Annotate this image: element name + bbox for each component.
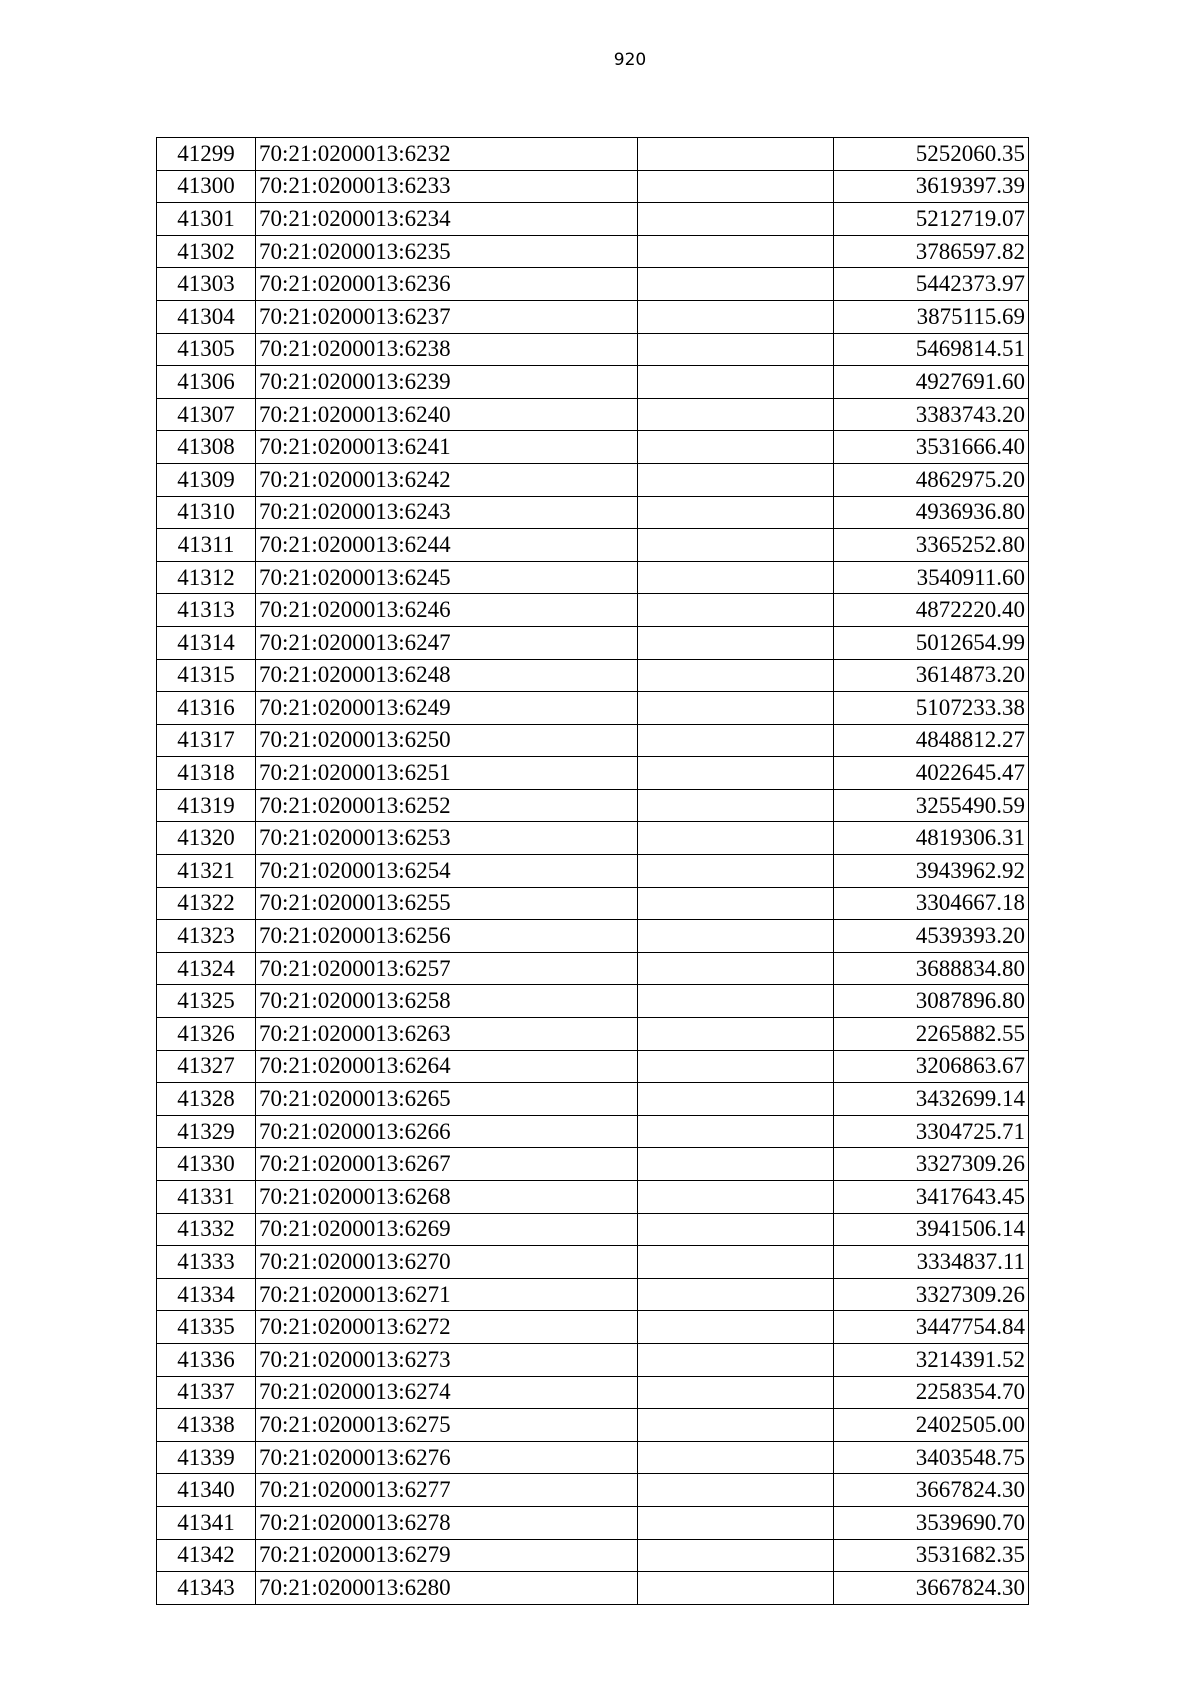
table-row <box>157 1539 1029 1572</box>
table-row <box>157 1474 1029 1507</box>
value-cell: 3943962.92 <box>833 855 1029 888</box>
row-number-cell: 41322 <box>157 887 256 920</box>
empty-cell <box>638 203 834 236</box>
cadastral-number-cell: 70:21:0200013:6247 <box>256 626 638 659</box>
value-cell: 4936936.80 <box>833 496 1029 529</box>
table-row <box>157 398 1029 431</box>
empty-cell <box>638 985 834 1018</box>
table-row <box>157 138 1029 171</box>
cadastral-number-cell: 70:21:0200013:6233 <box>256 170 638 203</box>
value-cell: 4927691.60 <box>833 366 1029 399</box>
cadastral-number-cell: 70:21:0200013:6264 <box>256 1050 638 1083</box>
empty-cell <box>638 1572 834 1605</box>
value-cell: 3383743.20 <box>833 398 1029 431</box>
row-number-cell: 41343 <box>157 1572 256 1605</box>
cadastral-number-cell: 70:21:0200013:6271 <box>256 1278 638 1311</box>
table-row <box>157 203 1029 236</box>
empty-cell <box>638 822 834 855</box>
empty-cell <box>638 1018 834 1051</box>
empty-cell <box>638 366 834 399</box>
cadastral-number-cell: 70:21:0200013:6268 <box>256 1181 638 1214</box>
row-number-cell: 41342 <box>157 1539 256 1572</box>
empty-cell <box>638 431 834 464</box>
cadastral-number-cell: 70:21:0200013:6266 <box>256 1115 638 1148</box>
row-number-cell: 41303 <box>157 268 256 301</box>
value-cell: 3540911.60 <box>833 561 1029 594</box>
cadastral-number-cell: 70:21:0200013:6276 <box>256 1441 638 1474</box>
row-number-cell: 41315 <box>157 659 256 692</box>
table-row <box>157 855 1029 888</box>
empty-cell <box>638 1213 834 1246</box>
cadastral-number-cell: 70:21:0200013:6256 <box>256 920 638 953</box>
empty-cell <box>638 268 834 301</box>
empty-cell <box>638 952 834 985</box>
table-row <box>157 920 1029 953</box>
value-cell: 3667824.30 <box>833 1474 1029 1507</box>
cadastral-number-cell: 70:21:0200013:6270 <box>256 1246 638 1279</box>
table-row <box>157 1506 1029 1539</box>
row-number-cell: 41313 <box>157 594 256 627</box>
value-cell: 3539690.70 <box>833 1506 1029 1539</box>
empty-cell <box>638 398 834 431</box>
empty-cell <box>638 692 834 725</box>
cadastral-number-cell: 70:21:0200013:6252 <box>256 789 638 822</box>
table-row <box>157 822 1029 855</box>
value-cell: 3531666.40 <box>833 431 1029 464</box>
cadastral-number-cell: 70:21:0200013:6258 <box>256 985 638 1018</box>
empty-cell <box>638 1539 834 1572</box>
value-cell: 3365252.80 <box>833 529 1029 562</box>
row-number-cell: 41327 <box>157 1050 256 1083</box>
empty-cell <box>638 1083 834 1116</box>
cadastral-number-cell: 70:21:0200013:6234 <box>256 203 638 236</box>
table-row <box>157 1278 1029 1311</box>
row-number-cell: 41336 <box>157 1343 256 1376</box>
empty-cell <box>638 789 834 822</box>
empty-cell <box>638 170 834 203</box>
cadastral-number-cell: 70:21:0200013:6239 <box>256 366 638 399</box>
row-number-cell: 41300 <box>157 170 256 203</box>
table-row <box>157 1572 1029 1605</box>
value-cell: 4022645.47 <box>833 757 1029 790</box>
table-row <box>157 952 1029 985</box>
row-number-cell: 41306 <box>157 366 256 399</box>
row-number-cell: 41331 <box>157 1181 256 1214</box>
cadastral-number-cell: 70:21:0200013:6250 <box>256 724 638 757</box>
value-cell: 3327309.26 <box>833 1148 1029 1181</box>
table-row <box>157 1050 1029 1083</box>
cadastral-number-cell: 70:21:0200013:6269 <box>256 1213 638 1246</box>
table-row <box>157 757 1029 790</box>
table-row <box>157 659 1029 692</box>
table-row <box>157 268 1029 301</box>
table-row <box>157 300 1029 333</box>
page-number: 920 <box>613 50 647 70</box>
row-number-cell: 41302 <box>157 235 256 268</box>
row-number-cell: 41333 <box>157 1246 256 1279</box>
cadastral-number-cell: 70:21:0200013:6235 <box>256 235 638 268</box>
cadastral-number-cell: 70:21:0200013:6255 <box>256 887 638 920</box>
empty-cell <box>638 1343 834 1376</box>
empty-cell <box>638 887 834 920</box>
table-row <box>157 431 1029 464</box>
value-cell: 3087896.80 <box>833 985 1029 1018</box>
cadastral-number-cell: 70:21:0200013:6274 <box>256 1376 638 1409</box>
cadastral-number-cell: 70:21:0200013:6277 <box>256 1474 638 1507</box>
value-cell: 3304667.18 <box>833 887 1029 920</box>
empty-cell <box>638 138 834 171</box>
empty-cell <box>638 1115 834 1148</box>
empty-cell <box>638 300 834 333</box>
value-cell: 2258354.70 <box>833 1376 1029 1409</box>
empty-cell <box>638 626 834 659</box>
row-number-cell: 41312 <box>157 561 256 594</box>
row-number-cell: 41320 <box>157 822 256 855</box>
row-number-cell: 41310 <box>157 496 256 529</box>
empty-cell <box>638 724 834 757</box>
empty-cell <box>638 1474 834 1507</box>
empty-cell <box>638 1050 834 1083</box>
empty-cell <box>638 333 834 366</box>
value-cell: 3432699.14 <box>833 1083 1029 1116</box>
value-cell: 3334837.11 <box>833 1246 1029 1279</box>
empty-cell <box>638 235 834 268</box>
value-cell: 3206863.67 <box>833 1050 1029 1083</box>
table-row <box>157 170 1029 203</box>
row-number-cell: 41329 <box>157 1115 256 1148</box>
empty-cell <box>638 1246 834 1279</box>
value-cell: 4539393.20 <box>833 920 1029 953</box>
value-cell: 3614873.20 <box>833 659 1029 692</box>
table-row <box>157 1343 1029 1376</box>
value-cell: 2402505.00 <box>833 1409 1029 1442</box>
value-cell: 3304725.71 <box>833 1115 1029 1148</box>
table-row <box>157 1311 1029 1344</box>
table-row <box>157 333 1029 366</box>
value-cell: 3327309.26 <box>833 1278 1029 1311</box>
table-row <box>157 724 1029 757</box>
empty-cell <box>638 1311 834 1344</box>
row-number-cell: 41308 <box>157 431 256 464</box>
table-row <box>157 626 1029 659</box>
table-row <box>157 235 1029 268</box>
value-cell: 4819306.31 <box>833 822 1029 855</box>
empty-cell <box>638 594 834 627</box>
value-cell: 3941506.14 <box>833 1213 1029 1246</box>
row-number-cell: 41307 <box>157 398 256 431</box>
cadastral-number-cell: 70:21:0200013:6279 <box>256 1539 638 1572</box>
empty-cell <box>638 1506 834 1539</box>
value-cell: 5107233.38 <box>833 692 1029 725</box>
cadastral-number-cell: 70:21:0200013:6263 <box>256 1018 638 1051</box>
row-number-cell: 41318 <box>157 757 256 790</box>
data-table <box>156 137 1029 1605</box>
row-number-cell: 41341 <box>157 1506 256 1539</box>
empty-cell <box>638 757 834 790</box>
row-number-cell: 41335 <box>157 1311 256 1344</box>
cadastral-number-cell: 70:21:0200013:6257 <box>256 952 638 985</box>
cadastral-number-cell: 70:21:0200013:6245 <box>256 561 638 594</box>
row-number-cell: 41321 <box>157 855 256 888</box>
cadastral-number-cell: 70:21:0200013:6254 <box>256 855 638 888</box>
table-row <box>157 985 1029 1018</box>
cadastral-number-cell: 70:21:0200013:6267 <box>256 1148 638 1181</box>
value-cell: 3786597.82 <box>833 235 1029 268</box>
row-number-cell: 41301 <box>157 203 256 236</box>
value-cell: 3619397.39 <box>833 170 1029 203</box>
cadastral-number-cell: 70:21:0200013:6278 <box>256 1506 638 1539</box>
table-row <box>157 496 1029 529</box>
row-number-cell: 41326 <box>157 1018 256 1051</box>
value-cell: 3688834.80 <box>833 952 1029 985</box>
cadastral-number-cell: 70:21:0200013:6242 <box>256 463 638 496</box>
cadastral-number-cell: 70:21:0200013:6272 <box>256 1311 638 1344</box>
value-cell: 3417643.45 <box>833 1181 1029 1214</box>
table-row <box>157 1409 1029 1442</box>
row-number-cell: 41330 <box>157 1148 256 1181</box>
empty-cell <box>638 496 834 529</box>
table-row <box>157 1376 1029 1409</box>
row-number-cell: 41337 <box>157 1376 256 1409</box>
cadastral-number-cell: 70:21:0200013:6280 <box>256 1572 638 1605</box>
value-cell: 5469814.51 <box>833 333 1029 366</box>
row-number-cell: 41304 <box>157 300 256 333</box>
table-row <box>157 529 1029 562</box>
value-cell: 5212719.07 <box>833 203 1029 236</box>
empty-cell <box>638 561 834 594</box>
cadastral-number-cell: 70:21:0200013:6237 <box>256 300 638 333</box>
value-cell: 3875115.69 <box>833 300 1029 333</box>
row-number-cell: 41319 <box>157 789 256 822</box>
table-row <box>157 463 1029 496</box>
row-number-cell: 41339 <box>157 1441 256 1474</box>
value-cell: 5252060.35 <box>833 138 1029 171</box>
table-row <box>157 1181 1029 1214</box>
row-number-cell: 41309 <box>157 463 256 496</box>
cadastral-number-cell: 70:21:0200013:6253 <box>256 822 638 855</box>
table-row <box>157 1148 1029 1181</box>
table-row <box>157 1115 1029 1148</box>
table-row <box>157 561 1029 594</box>
table-row <box>157 594 1029 627</box>
value-cell: 4848812.27 <box>833 724 1029 757</box>
value-cell: 4862975.20 <box>833 463 1029 496</box>
row-number-cell: 41325 <box>157 985 256 1018</box>
cadastral-number-cell: 70:21:0200013:6243 <box>256 496 638 529</box>
cadastral-number-cell: 70:21:0200013:6275 <box>256 1409 638 1442</box>
row-number-cell: 41316 <box>157 692 256 725</box>
value-cell: 3255490.59 <box>833 789 1029 822</box>
row-number-cell: 41314 <box>157 626 256 659</box>
value-cell: 3403548.75 <box>833 1441 1029 1474</box>
row-number-cell: 41305 <box>157 333 256 366</box>
row-number-cell: 41340 <box>157 1474 256 1507</box>
empty-cell <box>638 1441 834 1474</box>
empty-cell <box>638 529 834 562</box>
empty-cell <box>638 1409 834 1442</box>
row-number-cell: 41299 <box>157 138 256 171</box>
row-number-cell: 41323 <box>157 920 256 953</box>
cadastral-number-cell: 70:21:0200013:6238 <box>256 333 638 366</box>
row-number-cell: 41338 <box>157 1409 256 1442</box>
empty-cell <box>638 920 834 953</box>
row-number-cell: 41317 <box>157 724 256 757</box>
empty-cell <box>638 1181 834 1214</box>
row-number-cell: 41328 <box>157 1083 256 1116</box>
table-row <box>157 789 1029 822</box>
table-row <box>157 366 1029 399</box>
cadastral-number-cell: 70:21:0200013:6265 <box>256 1083 638 1116</box>
row-number-cell: 41334 <box>157 1278 256 1311</box>
cadastral-number-cell: 70:21:0200013:6251 <box>256 757 638 790</box>
table-body <box>157 138 1029 1605</box>
table-row <box>157 1018 1029 1051</box>
cadastral-number-cell: 70:21:0200013:6248 <box>256 659 638 692</box>
row-number-cell: 41324 <box>157 952 256 985</box>
table-row <box>157 887 1029 920</box>
empty-cell <box>638 659 834 692</box>
table-row <box>157 1083 1029 1116</box>
empty-cell <box>638 1376 834 1409</box>
cadastral-number-cell: 70:21:0200013:6232 <box>256 138 638 171</box>
cadastral-number-cell: 70:21:0200013:6246 <box>256 594 638 627</box>
table-row <box>157 1213 1029 1246</box>
table-row <box>157 1441 1029 1474</box>
value-cell: 3447754.84 <box>833 1311 1029 1344</box>
row-number-cell: 41332 <box>157 1213 256 1246</box>
value-cell: 2265882.55 <box>833 1018 1029 1051</box>
empty-cell <box>638 1278 834 1311</box>
cadastral-number-cell: 70:21:0200013:6249 <box>256 692 638 725</box>
value-cell: 3214391.52 <box>833 1343 1029 1376</box>
row-number-cell: 41311 <box>157 529 256 562</box>
cadastral-number-cell: 70:21:0200013:6240 <box>256 398 638 431</box>
cadastral-number-cell: 70:21:0200013:6244 <box>256 529 638 562</box>
value-cell: 4872220.40 <box>833 594 1029 627</box>
cadastral-number-cell: 70:21:0200013:6236 <box>256 268 638 301</box>
table-row <box>157 1246 1029 1279</box>
empty-cell <box>638 855 834 888</box>
cadastral-number-cell: 70:21:0200013:6273 <box>256 1343 638 1376</box>
table-row <box>157 692 1029 725</box>
cadastral-number-cell: 70:21:0200013:6241 <box>256 431 638 464</box>
value-cell: 3531682.35 <box>833 1539 1029 1572</box>
value-cell: 3667824.30 <box>833 1572 1029 1605</box>
empty-cell <box>638 463 834 496</box>
empty-cell <box>638 1148 834 1181</box>
value-cell: 5442373.97 <box>833 268 1029 301</box>
value-cell: 5012654.99 <box>833 626 1029 659</box>
